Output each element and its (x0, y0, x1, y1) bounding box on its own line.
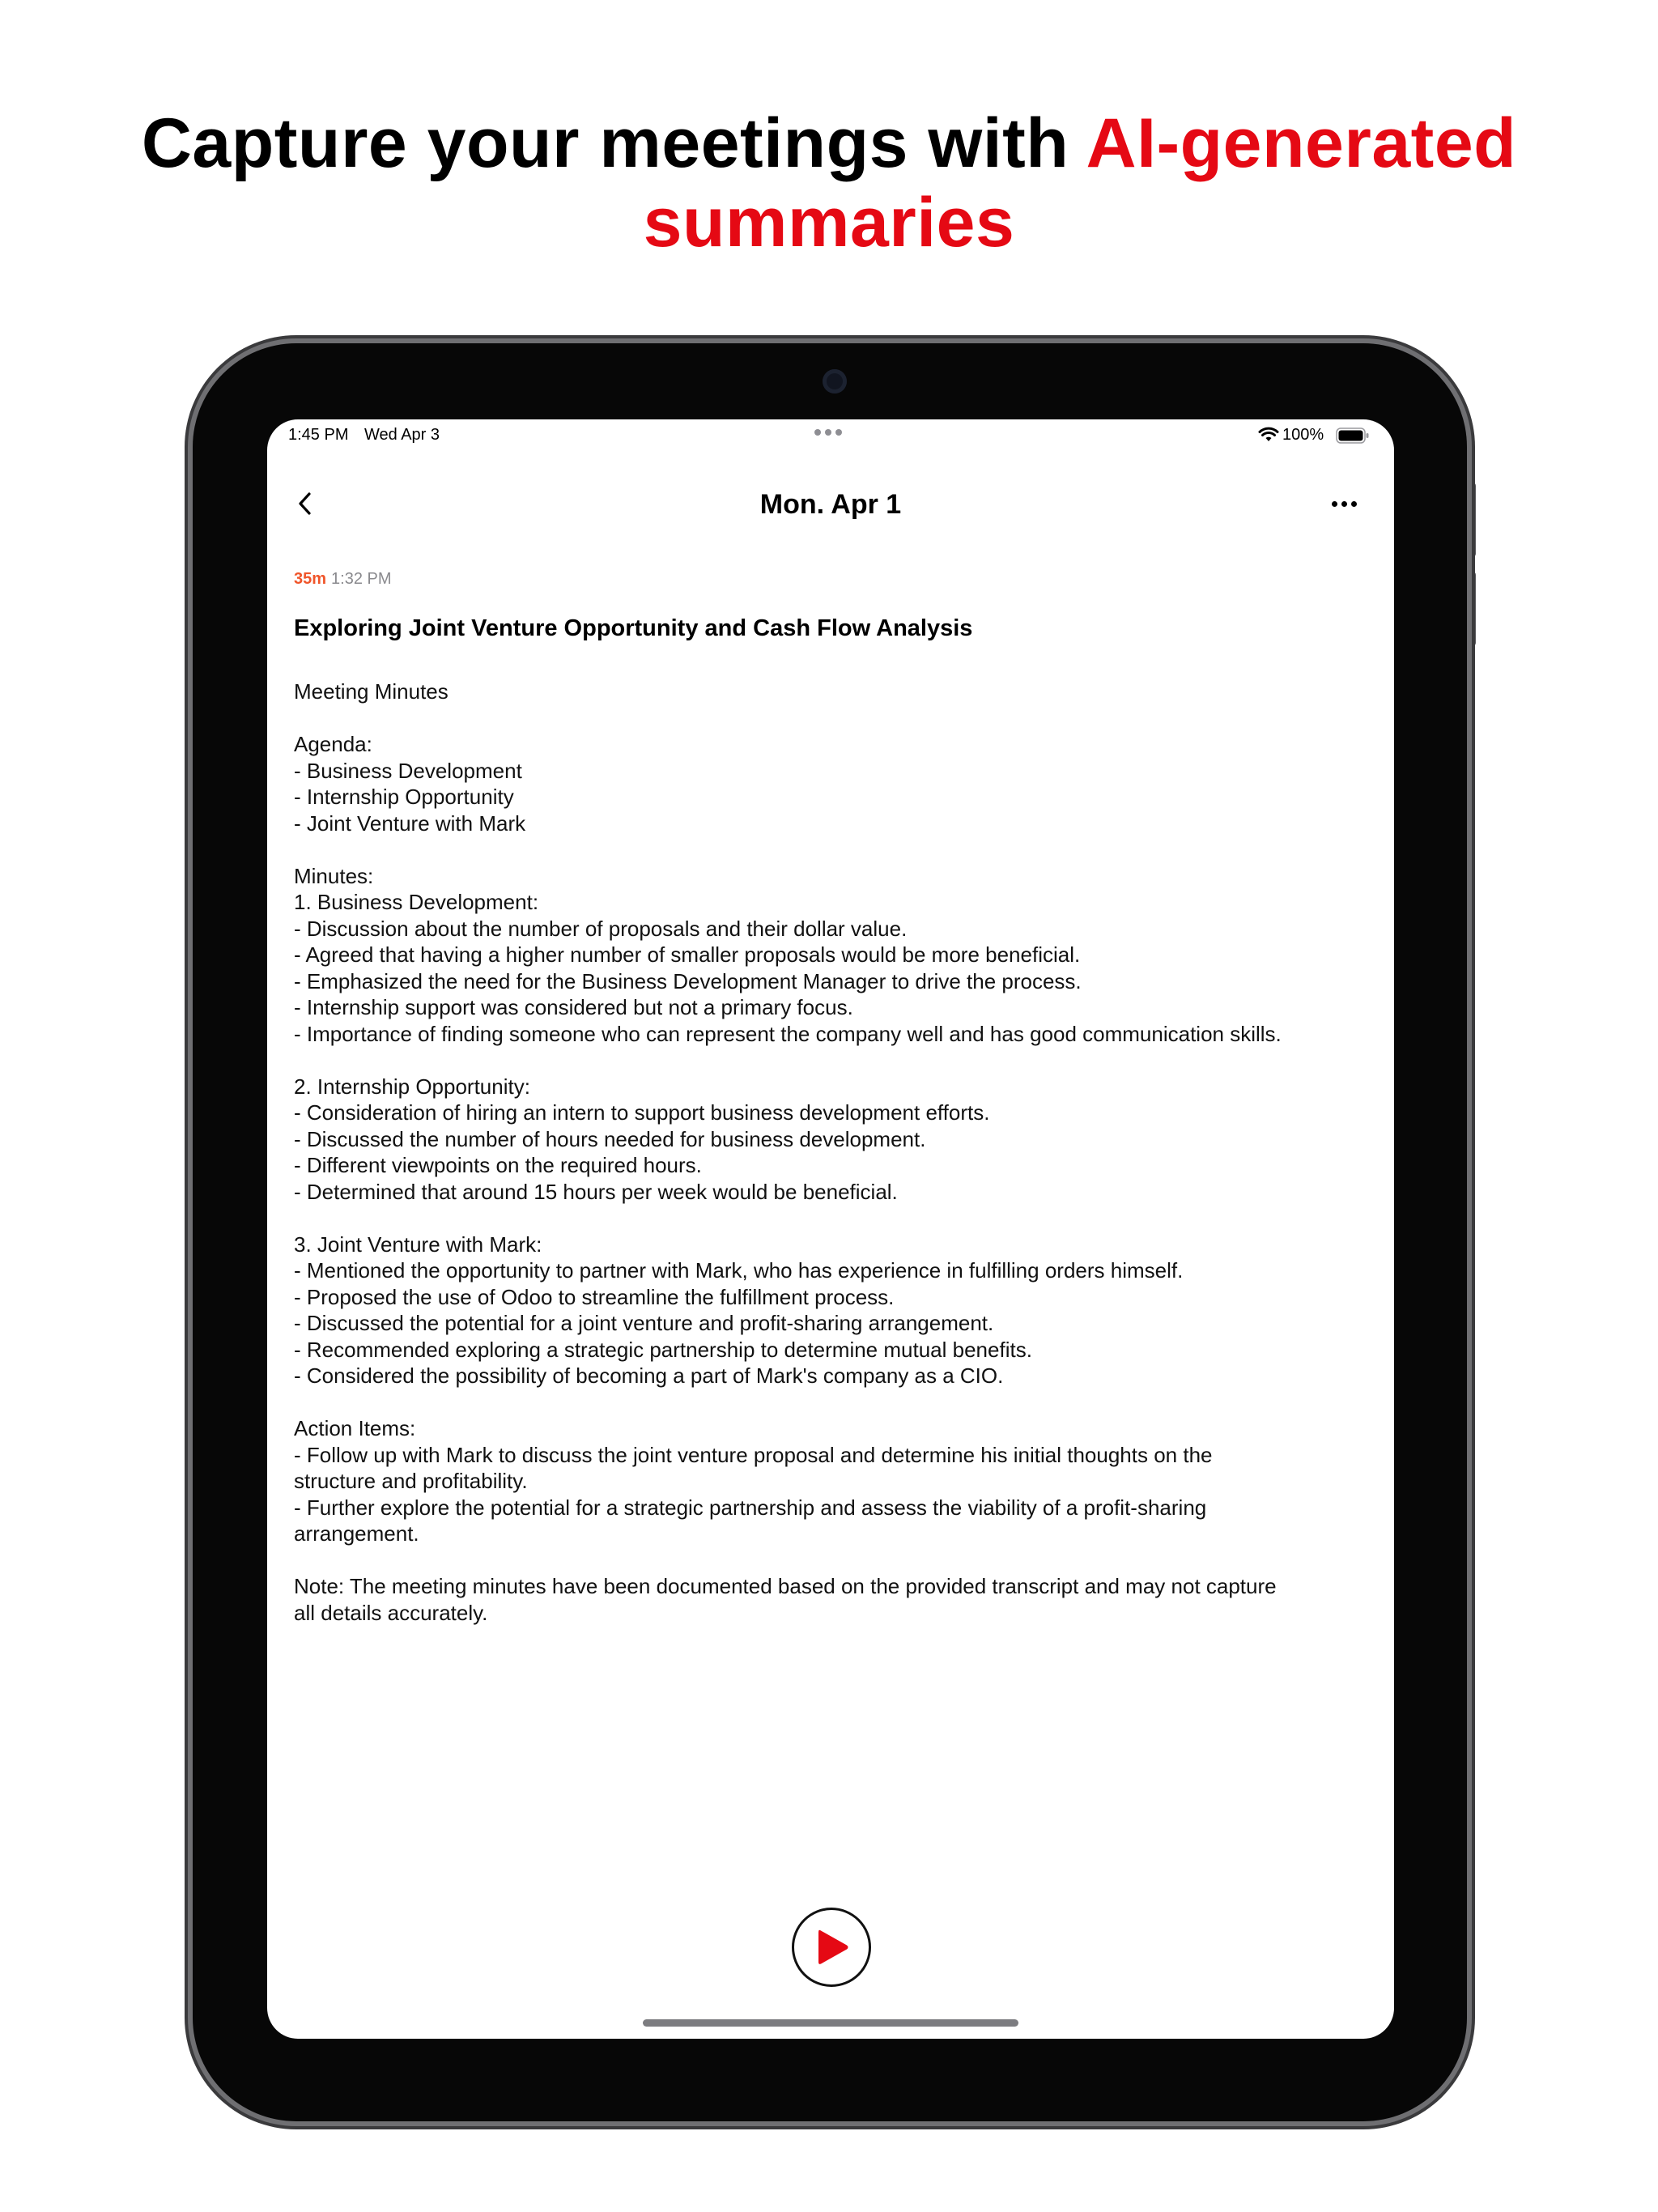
duration-label: 35m (294, 570, 327, 588)
summary-line (294, 1205, 1371, 1231)
summary-line: - Consideration of hiring an intern to support business development efforts. (294, 1100, 990, 1125)
summary-line: - Agreed that having a higher number of smaller proposals would be more beneficial. (294, 942, 1081, 967)
summary-line: Agenda: (294, 732, 372, 756)
play-button[interactable] (792, 1908, 871, 1987)
summary-line: - Discussion about the number of proposals and their dollar value. (294, 916, 908, 941)
summary-line: Action Items: (294, 1416, 416, 1440)
summary-line: Minutes: (294, 863, 374, 888)
recording-meta (294, 570, 392, 589)
headline (0, 104, 1658, 262)
summary-line: - Determined that around 15 hours per week would be beneficial. (294, 1179, 898, 1204)
summary-line: 1. Business Development: (294, 890, 539, 914)
volume-up-button (1469, 483, 1476, 557)
battery-percentage: 100% (1282, 426, 1324, 444)
summary-line: arrangement. (294, 1521, 419, 1546)
home-indicator[interactable] (643, 2019, 1018, 2027)
summary-line: - Mentioned the opportunity to partner with Mark, who has experience in fulfilling orders himself. (294, 1258, 1184, 1283)
summary-line (294, 1389, 1371, 1416)
summary-line: - Business Development (294, 758, 522, 783)
summary-line: structure and profitability. (294, 1469, 528, 1493)
summary-line (294, 1047, 1371, 1074)
status-bar (267, 419, 1394, 452)
summary-line: - Different viewpoints on the required hours. (294, 1153, 702, 1177)
summary-line: - Internship support was considered but not a primary focus. (294, 995, 853, 1019)
summary-line: Meeting Minutes (294, 679, 449, 704)
summary-line: - Emphasized the need for the Business Development Manager to drive the process. (294, 968, 1082, 993)
summary-line: - Discussed the number of hours needed for business development. (294, 1126, 926, 1151)
summary-line: - Internship Opportunity (294, 785, 514, 809)
play-icon (812, 1926, 851, 1968)
summary-line: - Follow up with Mark to discuss the joint venture proposal and determine his initial thoughts on the (294, 1442, 1213, 1467)
battery-icon (1336, 428, 1370, 444)
camera-icon (823, 369, 847, 393)
wifi-icon (1258, 427, 1279, 443)
multitasking-dots-icon[interactable] (814, 429, 842, 436)
headline-accent: AI-generated (1086, 104, 1517, 182)
summary-line: - Discussed the potential for a joint venture and profit-sharing arrangement. (294, 1311, 994, 1335)
summary-line: - Further explore the potential for a strategic partnership and assess the viability of a profit-sharing (294, 1495, 1207, 1520)
summary-line (294, 836, 1371, 863)
start-time-label: 1:32 PM (331, 570, 392, 588)
more-button[interactable] (1324, 487, 1363, 520)
screen (267, 419, 1394, 2039)
volume-down-button (1469, 572, 1476, 646)
summary-line: - Importance of finding someone who can represent the company well and has good communication skills. (294, 1021, 1282, 1046)
summary-line: 2. Internship Opportunity: (294, 1074, 530, 1099)
summary-line: - Joint Venture with Mark (294, 810, 526, 836)
page-title: Mon. Apr 1 (759, 489, 902, 520)
summary-line (294, 705, 1371, 732)
summary-line: - Recommended exploring a strategic partnership to determine mutual benefits. (294, 1337, 1032, 1362)
headline-line-2: summaries (643, 184, 1015, 262)
summary-line (294, 1547, 1371, 1574)
summary-line: all details accurately. (294, 1600, 488, 1625)
summary-line: 3. Joint Venture with Mark: (294, 1231, 542, 1257)
navigation-bar (267, 465, 1394, 542)
summary-line: - Proposed the use of Odoo to streamline the fulfillment process. (294, 1284, 895, 1309)
ellipsis-icon (1332, 501, 1337, 507)
summary-text (294, 678, 1371, 1626)
status-date: Wed Apr 3 (364, 426, 440, 444)
status-time: 1:45 PM (288, 426, 349, 444)
summary-line: Note: The meeting minutes have been documented based on the provided transcript and may not capture (294, 1574, 1277, 1598)
summary-line: - Considered the possibility of becoming a part of Mark's company as a CIO. (294, 1363, 1004, 1388)
note-title: Exploring Joint Venture Opportunity and Cash Flow Analysis (294, 615, 973, 641)
headline-line-1: Capture your meetings with AI-generated (141, 104, 1517, 182)
